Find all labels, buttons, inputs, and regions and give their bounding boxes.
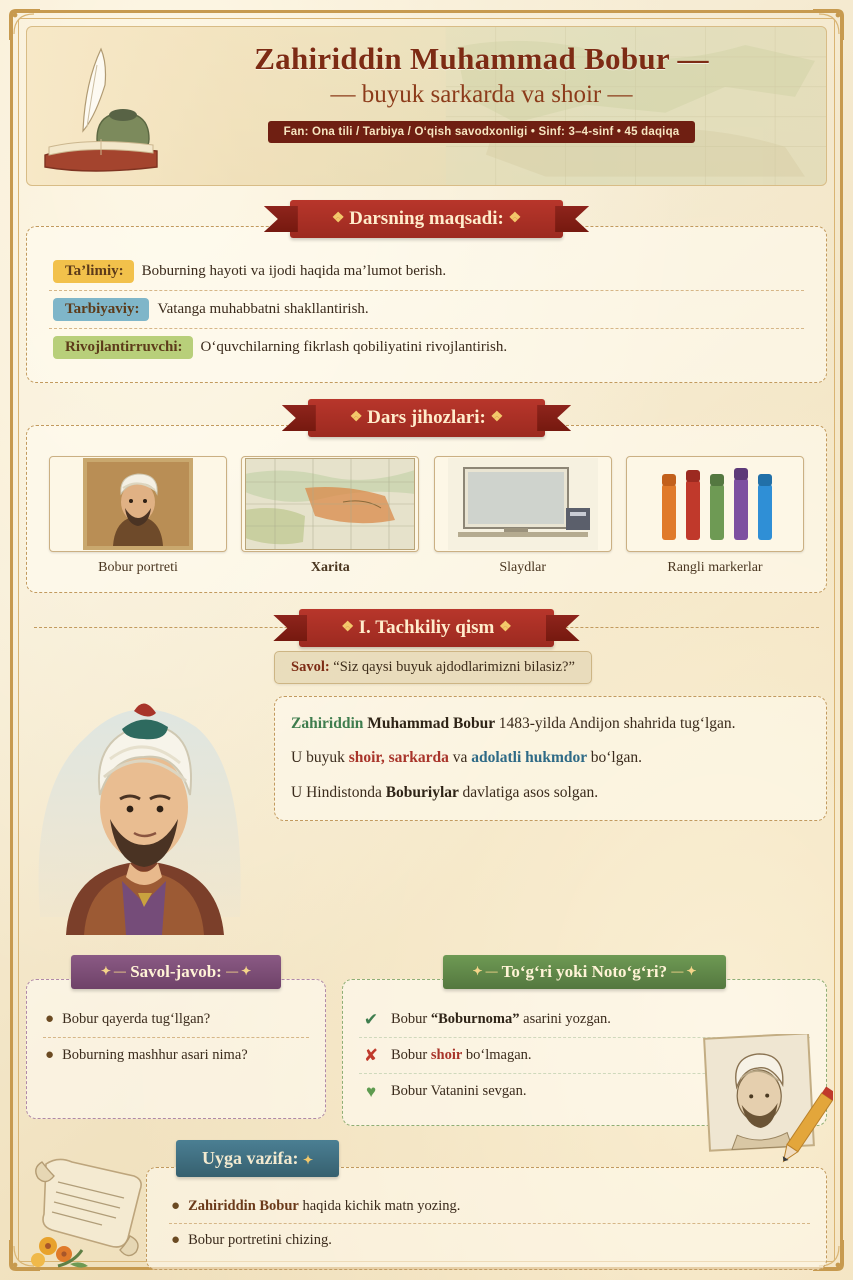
ribbon-ornament-icon: ❖ (499, 620, 512, 635)
ribbon-ornament-icon: ❖ (349, 410, 363, 425)
page-subtitle: — buyuk sarkarda va shoir — (330, 81, 633, 108)
homework-text (188, 1198, 460, 1215)
check-icon: ✔ (363, 1010, 379, 1029)
question-label: Savol: (291, 659, 330, 675)
hw-span: haqida kichik matn yozing. (298, 1198, 461, 1214)
goal-tag: Rivojlantirruvchi: (53, 336, 193, 359)
qa-text: Boburning mashhur asari nima? (62, 1047, 248, 1063)
equipment-item (626, 456, 804, 576)
story-span: U Hindistonda (291, 783, 386, 801)
truefalse-ribbon (443, 955, 727, 989)
equipment-label: Xarita (310, 560, 350, 575)
activity-columns (26, 955, 827, 1126)
bullet-icon: ● (45, 1011, 55, 1027)
equipment-item (241, 456, 419, 576)
quill-and-inkwell-icon (31, 43, 171, 183)
goals-panel (26, 226, 827, 383)
bullet-icon: ● (171, 1198, 181, 1214)
truefalse-text (391, 1011, 611, 1028)
goal-text: O‘quvchilarning fikrlash qobiliyatini rivojlantirish. (200, 339, 508, 355)
discussion-question (274, 651, 592, 684)
equipment-label: Rangli markerlar (667, 560, 763, 575)
qa-ribbon-label: Savol-javob: (130, 962, 222, 981)
list-item (359, 1002, 810, 1038)
story-paragraph (291, 780, 810, 806)
homework-section (26, 1140, 827, 1270)
story-span: adolatli hukmdor (471, 749, 591, 767)
equipment-item (434, 456, 612, 576)
ribbon-ornament-icon: ❖ (331, 211, 345, 226)
tf-span: Bobur (391, 1011, 431, 1027)
goals-ribbon-label: Darsning maqsadi: (349, 208, 504, 229)
equipment-item (49, 456, 227, 576)
equipment-ribbon-label: Dars jihozlari: (367, 407, 486, 428)
story-span: Zahiriddin (291, 715, 368, 732)
homework-ribbon-label: Uyga vazifa: (202, 1148, 299, 1168)
goal-row (49, 253, 804, 291)
ribbon-ornament-icon: ✦ (302, 1153, 314, 1167)
truefalse-ribbon-label: To‘g‘ri yoki Noto‘g‘ri? (501, 962, 668, 981)
goal-text: Vatanga muhabbatni shakllantirish. (157, 301, 369, 317)
equipment-label: Bobur portreti (98, 560, 178, 575)
homework-text: Bobur portretini chizing. (188, 1232, 332, 1248)
equipment-panel (26, 425, 827, 593)
qa-ribbon (71, 955, 281, 989)
qa-panel (26, 979, 326, 1119)
goal-row (49, 329, 804, 366)
homework-ribbon (176, 1140, 339, 1177)
ribbon-ornament-icon: ✦ — (472, 964, 498, 978)
lesson-meta-bar: Fan: Ona tili / Tarbiya / O‘qish savodxonligi • Sinf: 3–4-sinf • 45 daqiqa (268, 121, 696, 143)
tf-span: Bobur (391, 1047, 431, 1063)
markers-icon (626, 456, 804, 552)
equipment-ribbon-wrap (26, 399, 827, 437)
equipment-label: Slaydlar (499, 560, 546, 575)
truefalse-text (391, 1047, 532, 1064)
truefalse-column (342, 955, 827, 1126)
ribbon-ornament-icon: ❖ (341, 620, 354, 635)
ribbon-ornament-icon: — ✦ (226, 964, 252, 978)
projector-screen-icon (434, 456, 612, 552)
bullet-icon: ● (171, 1232, 181, 1248)
tf-span: bo‘lmagan. (462, 1047, 532, 1063)
goal-tag: Tarbiyaviy: (53, 298, 149, 321)
section1-wrap (26, 609, 827, 941)
story-span: 1483-yilda Andijon shahrida tug‘lgan. (498, 715, 736, 732)
scroll-and-flowers-icon (18, 1146, 168, 1276)
list-item (169, 1190, 810, 1224)
ribbon-ornament-icon: ✦ — (100, 964, 126, 978)
story-span: va (452, 749, 472, 767)
list-item (43, 1038, 309, 1073)
story-span: Muhammad Bobur (367, 715, 499, 732)
truefalse-text: Bobur Vatanini sevgan. (391, 1083, 527, 1099)
ribbon-ornament-icon: — ✦ (671, 964, 697, 978)
map-icon (241, 456, 419, 552)
tf-span: shoir (430, 1047, 463, 1063)
goals-ribbon (290, 200, 563, 238)
bobur-portrait-icon (26, 667, 262, 935)
goal-text: Boburning hayoti va ijodi haqida ma’lumot berish. (141, 263, 447, 279)
goal-tag: Ta’limiy: (53, 260, 134, 283)
section1-ribbon (299, 609, 553, 647)
ribbon-ornament-icon: ❖ (490, 410, 504, 425)
list-item (43, 1002, 309, 1038)
cross-icon: ✘ (363, 1046, 379, 1065)
hw-span: Zahiriddin Bobur (188, 1198, 299, 1214)
story-span: davlatiga asos solgan. (462, 783, 599, 801)
poster-header (26, 26, 827, 186)
bullet-icon: ● (45, 1047, 55, 1063)
portrait-icon (49, 456, 227, 552)
page-title: Zahiriddin Muhammad Bobur — (254, 41, 709, 76)
heart-icon: ♥ (365, 1082, 377, 1101)
story-span: U buyuk (291, 749, 349, 767)
qa-column (26, 955, 326, 1126)
tf-span: asarini yozgan. (519, 1011, 611, 1027)
story-paragraph (291, 745, 810, 771)
section1-ribbon-label: I. Tachkiliy qism (358, 617, 495, 638)
tf-span: “Boburnoma” (430, 1011, 520, 1027)
story-panel (274, 696, 827, 821)
equipment-ribbon (308, 399, 545, 437)
homework-panel (146, 1167, 827, 1270)
ribbon-ornament-icon: ❖ (508, 211, 522, 226)
question-text: “Siz qaysi buyuk ajdodlarimizni bilasiz?” (333, 659, 575, 675)
goal-row (49, 291, 804, 329)
story-span: shoir, sarkarda (348, 749, 453, 767)
story-paragraph (291, 711, 810, 737)
story-span: Boburiylar (385, 783, 463, 801)
story-span: bo‘lgan. (590, 749, 642, 767)
list-item (169, 1224, 810, 1257)
goals-ribbon-wrap (26, 200, 827, 238)
qa-text: Bobur qayerda tug‘llgan? (62, 1011, 211, 1027)
